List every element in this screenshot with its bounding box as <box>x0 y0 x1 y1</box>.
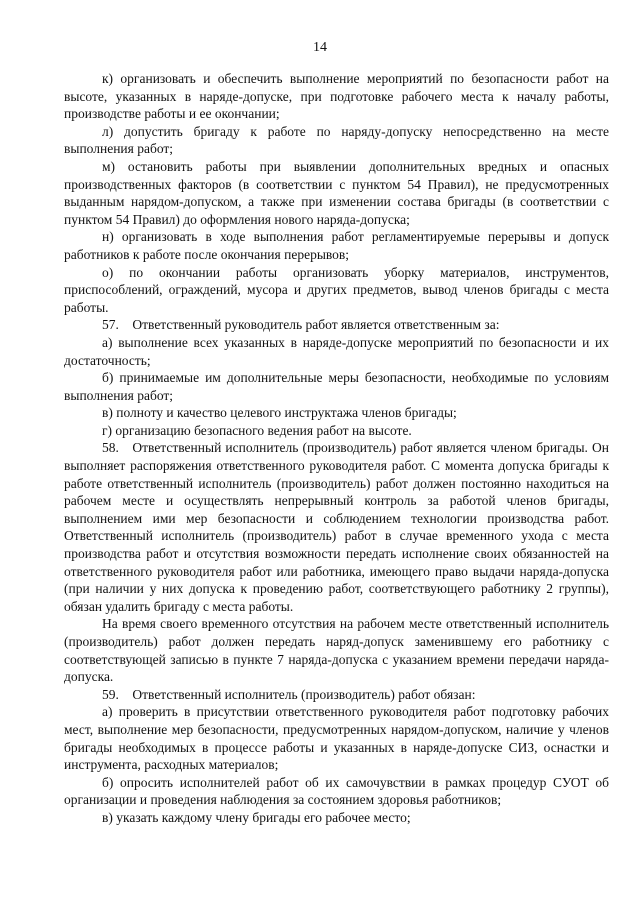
clause-58-text: 58. Ответственный исполнитель (производитель) работ является членом бригады. Он выполняет распоряжения ответственного руководителя работ. С момента допуска бригады к работе ответственный исполнитель (производитель) работ должен постоянно находиться на рабочем месте и осуществлять непрерывный контроль за работой членов бригады, выполнением ими мер безопасности и соблюдением технологии производства работ. Ответственный исполнитель (производитель) работ в случае временного ухода с места производства работ и отсутствия возможности передать исполнение своих обязанностей на ответственного руководителя работ или работника, имеющего право выдачи наряда-допуска (при наличии у них допуска к проведению работ, соответствующего работнику 2 группы), обязан удалить бригаду с места работы. <box>64 440 609 614</box>
clause-59-item-a: а) проверить в присутствии ответственного руководителя работ подготовку рабочих мест, выполнение мер безопасности, предусмотренных нарядом-допуском, наличие у членов бригады необходимых в процессе работы и указанных в наряде-допуске СИЗ, оснастки и инструмента, расходных материалов; <box>64 704 609 773</box>
paragraph-o: о) по окончании работы организовать уборку материалов, инструментов, приспособлений, ограждений, мусора и других предметов, вывод членов бригады с места работы. <box>64 264 609 315</box>
clause-57-item-v: в) полноту и качество целевого инструктажа членов бригады; <box>102 405 457 421</box>
paragraph-l: л) допустить бригаду к работе по наряду-допуску непосредственно на месте выполнения работ; <box>64 123 609 157</box>
clause-57-item-a: а) выполнение всех указанных в наряде-допуске мероприятий по безопасности и их достаточность; <box>64 334 609 368</box>
clause-57-item-g: г) организацию безопасного ведения работ на высоте. <box>102 422 412 438</box>
clause-59-item-b: б) опросить исполнителей работ об их самочувствии в рамках процедур СУОТ об организации и проведения наблюдения за состоянием здоровья работников; <box>64 774 609 808</box>
paragraph-m: м) остановить работы при выявлении дополнительных вредных и опасных производственных факторов (в соответствии с пунктом 54 Правил), не предусмотренных выданным нарядом-допуском, а также при изменении состава бригады (в соответствии с пунктом 54 Правил) до оформления нового наряда-допуска; <box>64 158 609 227</box>
document-body <box>64 70 609 827</box>
page-number: 14 <box>313 40 327 55</box>
clause-57-heading: 57. Ответственный руководитель работ является ответственным за: <box>102 317 500 333</box>
clause-59-item-v: в) указать каждому члену бригады его рабочее место; <box>102 809 411 825</box>
clause-58-continuation: На время своего временного отсутствия на рабочем месте ответственный исполнитель (производитель) работ должен передать наряд-допуск заменившему его работнику с соответствующей записью в пункте 7 наряда-допуска с указанием времени передачи наряда-допуска. <box>64 616 609 685</box>
clause-57-item-b: б) принимаемые им дополнительные меры безопасности, необходимые по условиям выполнения работ; <box>64 370 609 403</box>
paragraph-k: к) организовать и обеспечить выполнение мероприятий по безопасности работ на высоте, указанных в наряде-допуске, при подготовке рабочего места к началу работы, производстве работы и ее окончании; <box>64 71 609 122</box>
paragraph-n: н) организовать в ходе выполнения работ регламентируемые перерывы и допуск работников к работе после окончания перерывов; <box>64 229 609 262</box>
clause-59-heading: 59. Ответственный исполнитель (производитель) работ обязан: <box>102 686 476 702</box>
